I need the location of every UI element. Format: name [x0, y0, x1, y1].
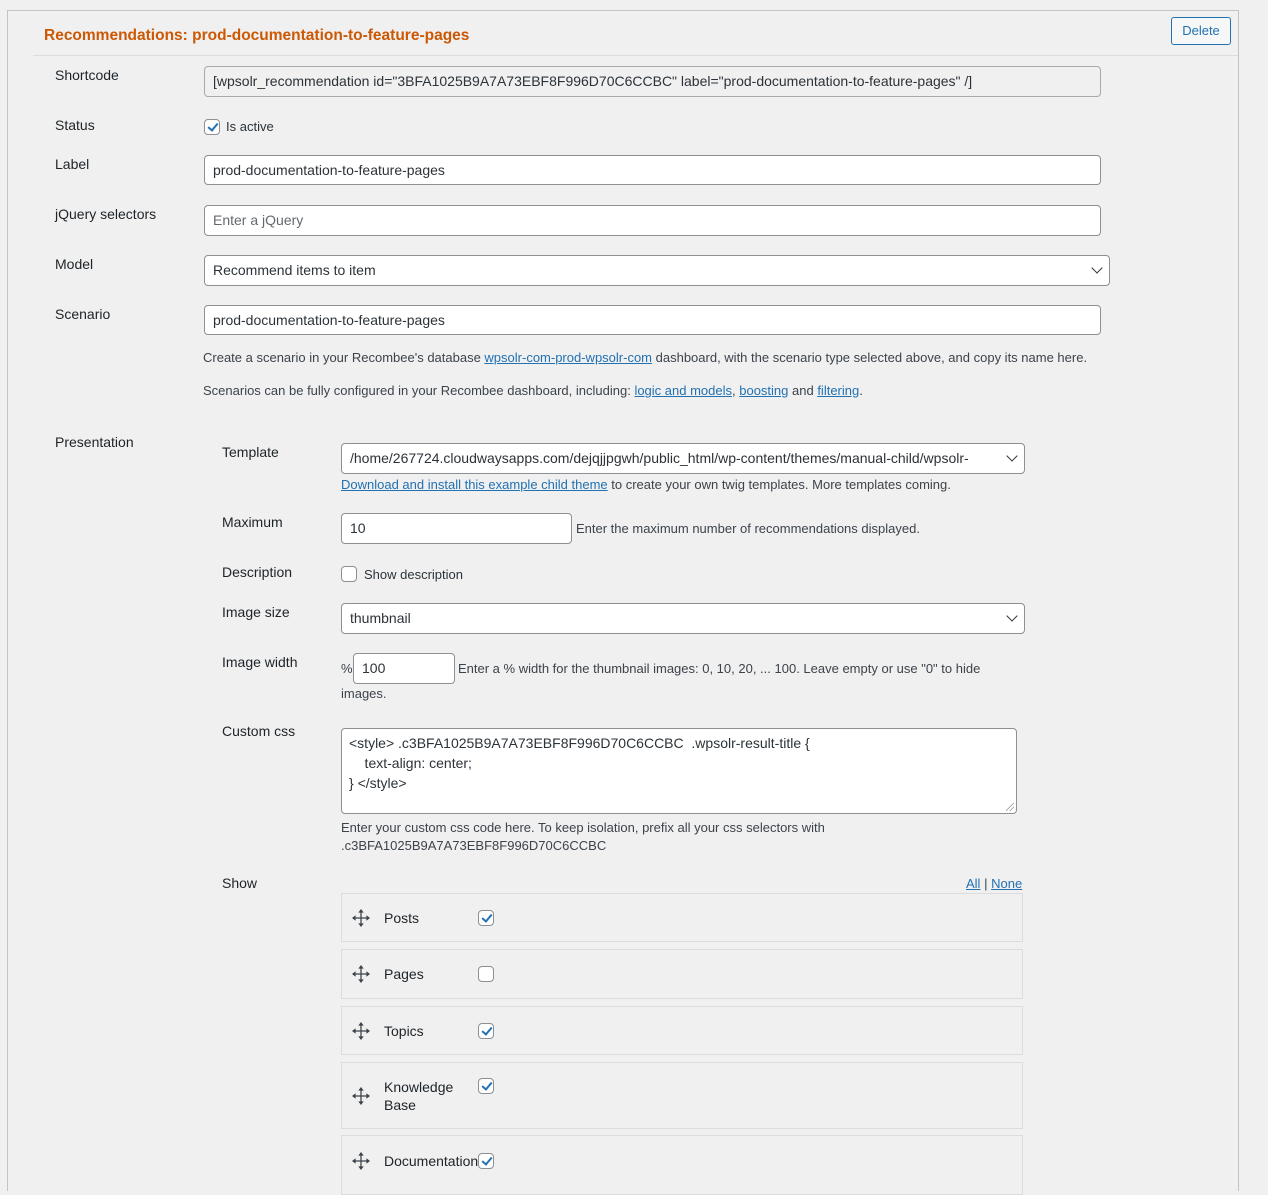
is-active-label: Is active	[226, 119, 274, 134]
show-description-label: Show description	[364, 567, 463, 582]
resize-handle[interactable]	[1006, 803, 1014, 811]
show-label: Show	[222, 875, 258, 891]
image-width-label: Image width	[222, 654, 298, 670]
image-size-select[interactable]	[341, 603, 1025, 634]
post-type-checkbox[interactable]	[478, 1078, 494, 1094]
template-select-value: /home/267724.cloudwaysapps.com/dejqjjpgwh/public_html/wp-content/themes/manual-child/wpsolr-	[350, 450, 969, 466]
divider	[33, 55, 1238, 56]
custom-css-help-1: Enter your custom css code here. To keep isolation, prefix all your css selectors with	[341, 820, 825, 835]
move-icon[interactable]	[352, 1022, 370, 1040]
scenario-input[interactable]: prod-documentation-to-feature-pages	[204, 305, 1101, 335]
post-type-row-documentation[interactable]	[341, 1135, 1023, 1195]
post-type-row-knowledge-base[interactable]	[341, 1062, 1023, 1129]
jquery-selectors-label: jQuery selectors	[55, 206, 157, 222]
scenario-help-1: Create a scenario in your Recombee's database wpsolr-com-prod-wpsolr-com dashboard, with the scenario type selected above, and copy its name here.	[203, 350, 1088, 365]
post-type-name: Pages	[384, 966, 424, 982]
label-input[interactable]: prod-documentation-to-feature-pages	[204, 155, 1101, 185]
template-label: Template	[222, 444, 279, 460]
image-width-help-1: Enter a % width for the thumbnail images: 0, 10, 20, ... 100. Leave empty or use "0" to hide	[458, 661, 981, 676]
description-label: Description	[222, 564, 293, 580]
label-label: Label	[55, 156, 90, 172]
boosting-link[interactable]: boosting	[739, 383, 789, 398]
shortcode-label: Shortcode	[55, 67, 119, 83]
panel-title: Recommendations: prod-documentation-to-feature-pages	[44, 27, 470, 44]
post-type-row-posts[interactable]	[341, 893, 1023, 942]
model-label: Model	[55, 256, 94, 272]
select-none-link[interactable]: None	[991, 876, 1023, 891]
post-type-name: Topics	[384, 1023, 424, 1039]
custom-css-label: Custom css	[222, 723, 296, 739]
delete-button[interactable]: Delete	[1171, 17, 1231, 45]
custom-css-help-2: .c3BFA1025B9A7A73EBF8F996D70C6CCBC	[341, 838, 607, 853]
is-active-checkbox[interactable]	[204, 119, 220, 135]
show-all-none: All | None	[966, 876, 1023, 891]
shortcode-field[interactable]: [wpsolr_recommendation id="3BFA1025B9A7A73EBF8F996D70C6CCBC" label="prod-documentation-to-feature-pages" /]	[204, 66, 1101, 97]
post-type-name: Posts	[384, 910, 420, 926]
scenario-help-2: Scenarios can be fully configured in your Recombee dashboard, including: logic and models, boosting and filtering.	[203, 383, 863, 398]
post-type-checkbox[interactable]	[478, 1153, 494, 1169]
maximum-help: Enter the maximum number of recommendations displayed.	[576, 521, 920, 536]
post-type-name: Documentation	[384, 1153, 478, 1169]
status-label: Status	[55, 117, 95, 133]
maximum-label: Maximum	[222, 514, 283, 530]
move-icon[interactable]	[352, 965, 370, 983]
jquery-selectors-input[interactable]: Enter a jQuery	[204, 205, 1101, 236]
download-child-theme-link[interactable]: Download and install this example child theme	[341, 477, 608, 492]
select-all-link[interactable]: All	[966, 876, 981, 891]
percent-prefix: %	[341, 661, 353, 676]
scenario-label: Scenario	[55, 306, 111, 322]
move-icon[interactable]	[352, 909, 370, 927]
recommendation-panel	[7, 10, 1239, 1191]
show-description-checkbox[interactable]	[341, 566, 357, 582]
template-help: Download and install this example child theme to create your own twig templates. More templates coming.	[341, 477, 951, 492]
post-type-checkbox[interactable]	[478, 966, 494, 982]
template-select[interactable]	[341, 443, 1025, 474]
move-icon[interactable]	[352, 1152, 370, 1170]
image-size-label: Image size	[222, 604, 290, 620]
post-type-checkbox[interactable]	[478, 910, 494, 926]
move-icon[interactable]	[352, 1087, 370, 1105]
post-type-name: Knowledge Base	[384, 1079, 454, 1113]
post-type-checkbox[interactable]	[478, 1023, 494, 1039]
filtering-link[interactable]: filtering	[817, 383, 860, 398]
model-select-value: Recommend items to item	[213, 262, 376, 278]
post-type-row-pages[interactable]	[341, 949, 1023, 999]
custom-css-textarea[interactable]: <style> .c3BFA1025B9A7A73EBF8F996D70C6CCBC .wpsolr-result-title { text-align: center; } </style>	[341, 728, 1017, 814]
post-type-row-topics[interactable]	[341, 1006, 1023, 1055]
maximum-input[interactable]: 10	[341, 513, 572, 544]
image-size-select-value: thumbnail	[350, 610, 411, 626]
image-width-input[interactable]: 100	[353, 653, 455, 684]
image-width-help-2: images.	[341, 686, 387, 701]
model-select[interactable]	[204, 255, 1110, 286]
recombee-database-link[interactable]: wpsolr-com-prod-wpsolr-com	[484, 350, 653, 365]
logic-and-models-link[interactable]: logic and models	[634, 383, 732, 398]
presentation-label: Presentation	[55, 434, 134, 450]
